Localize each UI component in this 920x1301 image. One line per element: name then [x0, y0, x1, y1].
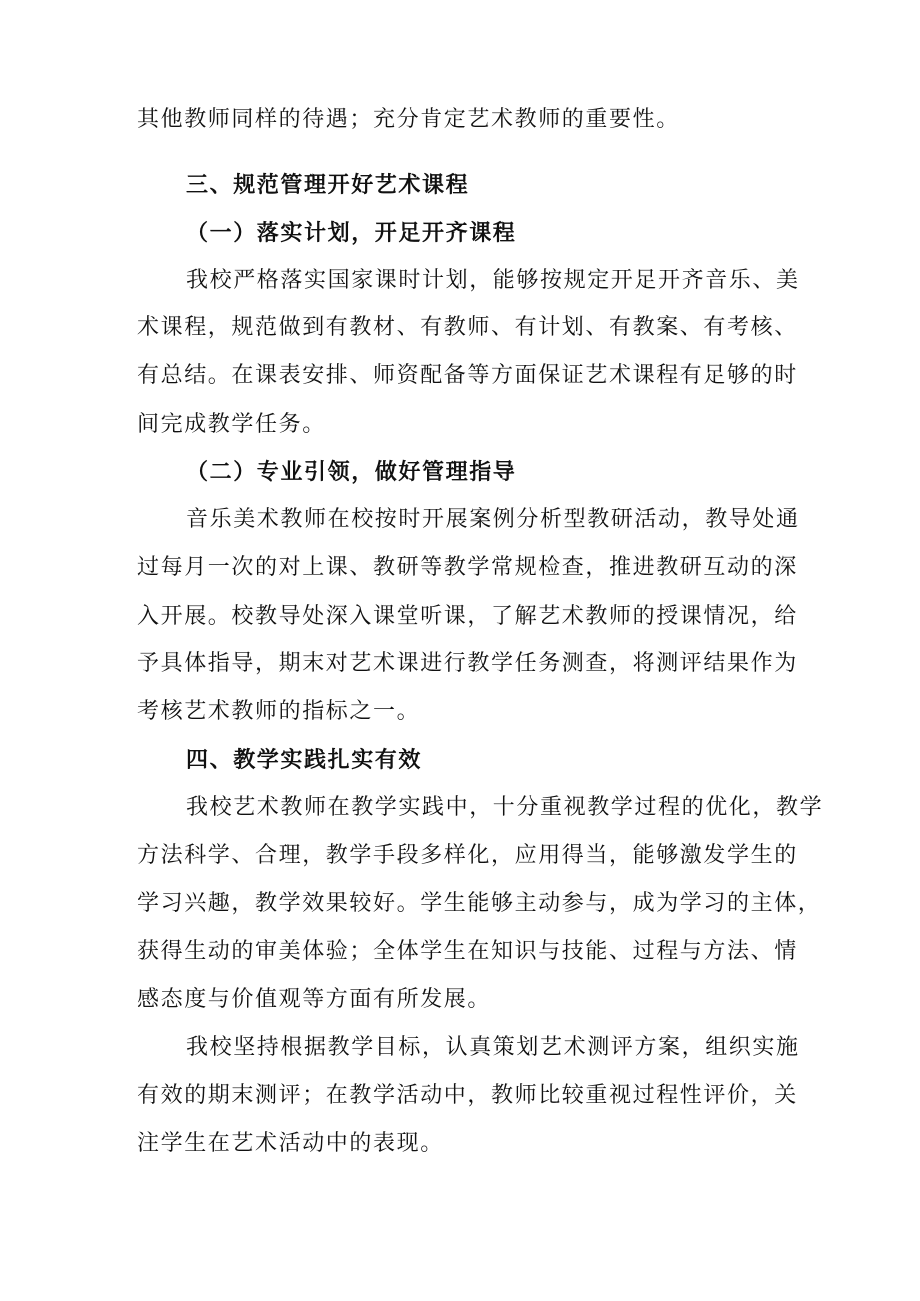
paragraph-line: 有总结。在课表安排、师资配备等方面保证艺术课程有足够的时 [137, 363, 798, 388]
paragraph-line: 予具体指导，期末对艺术课进行教学任务测查，将测评结果作为 [137, 651, 798, 676]
paragraph-line: 感态度与价值观等方面有所发展。 [137, 987, 492, 1012]
paragraph-line: 我校艺术教师在教学实践中，十分重视教学过程的优化，教学 [186, 795, 824, 820]
paragraph-line: 学习兴趣，教学效果较好。学生能够主动参与，成为学习的主体， [137, 891, 822, 916]
paragraph-line: 注学生在艺术活动中的表现。 [137, 1131, 444, 1156]
paragraph-line: 获得生动的审美体验；全体学生在知识与技能、过程与方法、情 [137, 939, 798, 964]
paragraph-line: 考核艺术教师的指标之一。 [137, 699, 421, 724]
paragraph-line: 我校坚持根据教学目标，认真策划艺术测评方案，组织实施 [186, 1035, 800, 1060]
section-heading: 三、规范管理开好艺术课程 [186, 172, 470, 198]
paragraph-line: 方法科学、合理，教学手段多样化，应用得当，能够激发学生的 [137, 843, 798, 868]
paragraph-line: 其他教师同样的待遇；充分肯定艺术教师的重要性。 [137, 107, 680, 132]
section-heading: 四、教学实践扎实有效 [186, 747, 423, 773]
paragraph-line: 间完成教学任务。 [137, 412, 326, 437]
paragraph-line: 音乐美术教师在校按时开展案例分析型教研活动，教导处通 [186, 507, 800, 532]
paragraph-line: 术课程，规范做到有教材、有教师、有计划、有教案、有考核、 [137, 315, 798, 340]
subsection-heading: （二）专业引领，做好管理指导 [186, 459, 517, 485]
paragraph-line: 过每月一次的对上课、教研等教学常规检查，推进教研互动的深 [137, 555, 798, 580]
paragraph-line: 有效的期末测评；在教学活动中，教师比较重视过程性评价，关 [137, 1083, 798, 1108]
subsection-heading: （一）落实计划，开足开齐课程 [186, 220, 517, 246]
paragraph-line: 入开展。校教导处深入课堂听课，了解艺术教师的授课情况，给 [137, 604, 798, 629]
paragraph-line: 我校严格落实国家课时计划，能够按规定开足开齐音乐、美 [186, 268, 800, 293]
